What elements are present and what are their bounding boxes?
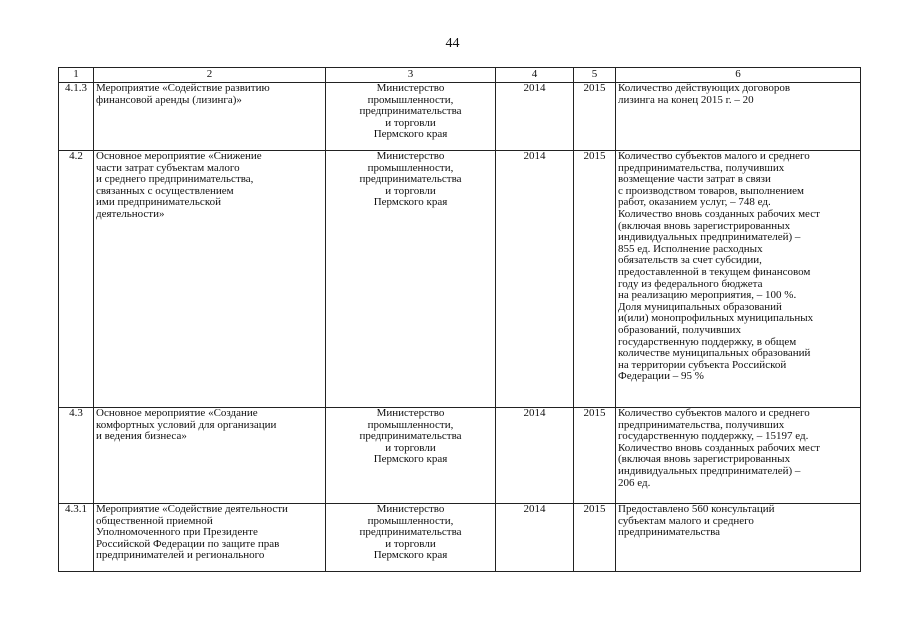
executor-cell: Министерство промышленности, предпринимательства и торговли Пермского края — [326, 83, 496, 151]
activity-cell: Мероприятие «Содействие деятельности общественной приемной Уполномоченного при Президенте Российской Федерации по защите прав предпринимателей и регионального — [94, 504, 326, 572]
item-number-cell: 4.1.3 — [59, 83, 94, 151]
result-cell: Предоставлено 560 консультаций субъектам малого и среднего предпринимательства — [616, 504, 861, 572]
executor-cell: Министерство промышленности, предпринимательства и торговли Пермского края — [326, 151, 496, 408]
column-header: 3 — [326, 68, 496, 83]
column-header: 5 — [574, 68, 616, 83]
column-number-row — [59, 68, 861, 83]
start-year-cell: 2014 — [496, 408, 574, 504]
result-cell: Количество действующих договоров лизинга на конец 2015 г. – 20 — [616, 83, 861, 151]
item-number-cell: 4.3.1 — [59, 504, 94, 572]
result-cell: Количество субъектов малого и среднего предпринимательства, получивших государственную поддержку, – 15197 ед. Количество вновь созданных рабочих мест (включая вновь зарегистрированных индивидуальных предпринимателей) – 206 ед. — [616, 408, 861, 504]
column-header: 6 — [616, 68, 861, 83]
activity-cell: Основное мероприятие «Снижение части затрат субъектам малого и среднего предпринимательства, связанных с осуществлением ими предпринимательской деятельности» — [94, 151, 326, 408]
item-number-cell: 4.3 — [59, 408, 94, 504]
end-year-cell: 2015 — [574, 83, 616, 151]
start-year-cell: 2014 — [496, 83, 574, 151]
executor-cell: Министерство промышленности, предпринимательства и торговли Пермского края — [326, 408, 496, 504]
table-row — [59, 504, 861, 572]
activity-cell: Основное мероприятие «Создание комфортных условий для организации и ведения бизнеса» — [94, 408, 326, 504]
table-row — [59, 408, 861, 504]
column-header: 2 — [94, 68, 326, 83]
table-row — [59, 151, 861, 408]
end-year-cell: 2015 — [574, 151, 616, 408]
start-year-cell: 2014 — [496, 151, 574, 408]
end-year-cell: 2015 — [574, 408, 616, 504]
table-row — [59, 83, 861, 151]
column-header: 4 — [496, 68, 574, 83]
executor-cell: Министерство промышленности, предпринимательства и торговли Пермского края — [326, 504, 496, 572]
result-cell: Количество субъектов малого и среднего предпринимательства, получивших возмещение части затрат в связи с производством товаров, выполнением работ, оказанием услуг, – 748 ед. Количество вновь созданных рабочих мест (включая вновь зарегистрированных индивидуальных предпринимателей) – 855 ед. Исполнение расходных обязательств за счет субсидии, предоставленной в текущем финансовом году из федерального бюджета на реализацию мероприятия, – 100 %. Доля муниципальных образований и(или) монопрофильных муниципальных образований, получивших государственную поддержку, в общем количестве муниципальных образований на территории субъекта Российской Федерации – 95 % — [616, 151, 861, 408]
start-year-cell: 2014 — [496, 504, 574, 572]
end-year-cell: 2015 — [574, 504, 616, 572]
column-header: 1 — [59, 68, 94, 83]
program-activities-table — [58, 67, 861, 572]
page-number: 44 — [445, 36, 460, 51]
item-number-cell: 4.2 — [59, 151, 94, 408]
activity-cell: Мероприятие «Содействие развитию финансовой аренды (лизинга)» — [94, 83, 326, 151]
